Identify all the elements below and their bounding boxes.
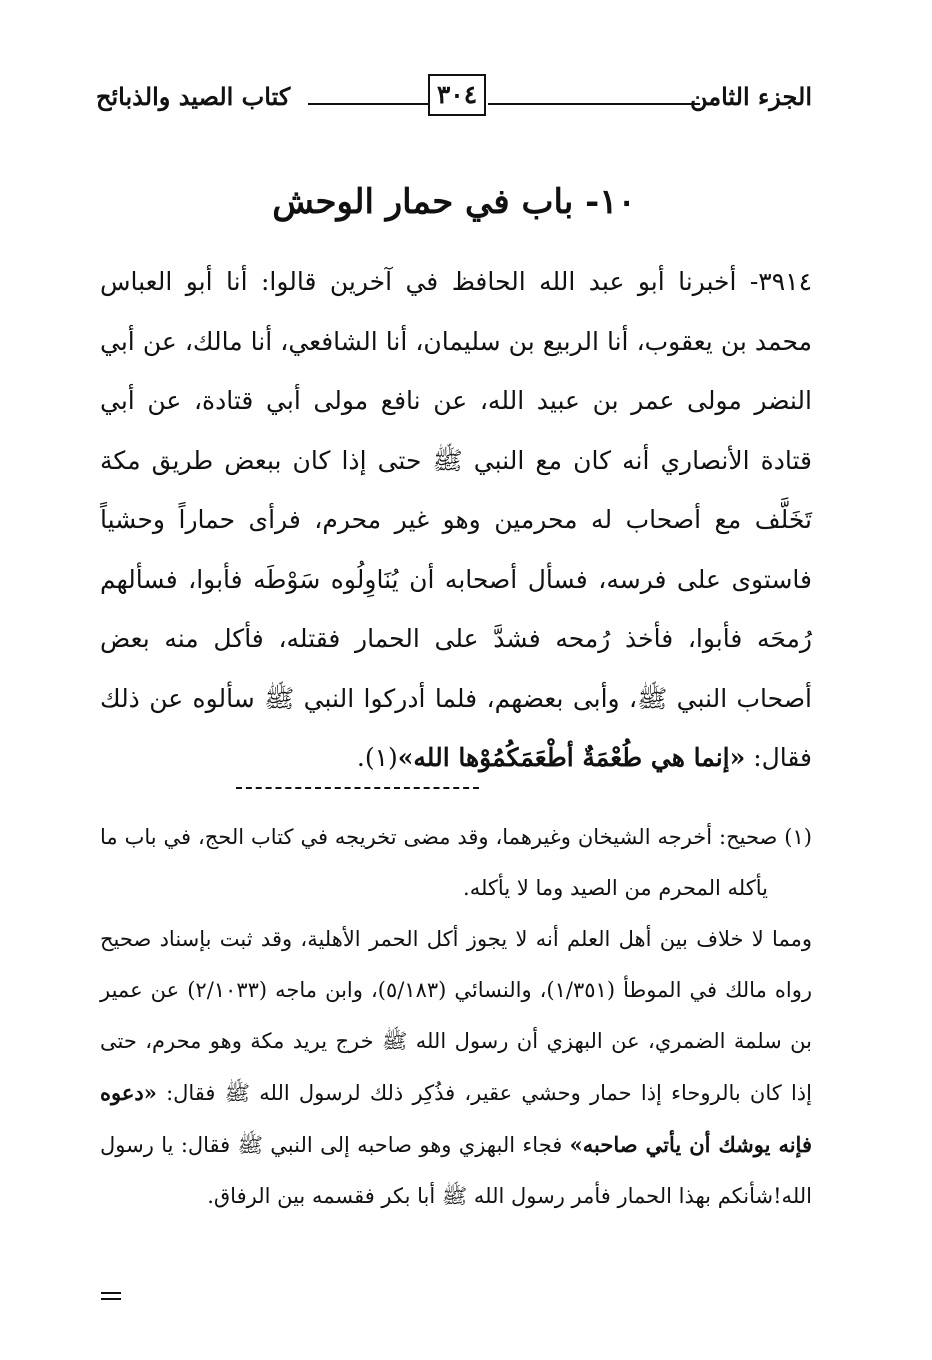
continuation-mark <box>101 1292 121 1302</box>
hadith-end: . <box>356 743 365 772</box>
footnote-separator <box>236 787 479 789</box>
footnote-quote: «دعوه فإنه يوشك أن يأتي صاحبه» <box>100 1080 812 1157</box>
hadith-quote: «إنما هي طُعْمَةٌ أطْعَمَكُمُوْها الله» <box>397 743 746 772</box>
header-book-title: كتاب الصيد والذبائح <box>96 82 291 111</box>
footnotes <box>100 812 812 1222</box>
hadith-paragraph <box>100 252 812 788</box>
footnote-ref: (١) <box>364 743 398 772</box>
footnote-paragraph <box>100 914 812 1222</box>
page-number: ٣٠٤ <box>428 74 486 116</box>
page-header <box>96 70 812 120</box>
header-rule-right <box>488 103 700 105</box>
hadith-text: ٣٩١٤- أخبرنا أبو عبد الله الحافظ في آخرين قالوا: أنا أبو العباس محمد بن يعقوب، أنا الربيع بن سليمان، أنا الشافعي، أنا مالك، عن أبي النضر مولى عمر بن عبيد الله، عن نافع مولى أبي قتادة، عن أبي قتادة الأنصاري أنه كان مع النبي ﷺ حتى إذا كان ببعض طريق مكة تَخَلَّف مع أصحاب له محرمين وهو غير محرم، فرأى حماراً وحشياً فاستوى على فرسه، فسأل أصحابه أن يُنَاوِلُوه سَوْطَه فأبوا، فسألهم رُمحَه فأبوا، فأخذ رُمحه فشدَّ على الحمار فقتله، فأكل منه بعض أصحاب النبي ﷺ، وأبى بعضهم، فلما أدركوا النبي ﷺ سألوه عن ذلك فقال: <box>100 267 812 772</box>
footnote-paragraph-text: ومما لا خلاف بين أهل العلم أنه لا يجوز أكل الحمر الأهلية، وقد ثبت بإسناد صحيح رواه مالك في الموطأ (١/٣٥١)، والنسائي (٥/١٨٣)، وابن ماجه (٢/١٠٣٣) عن عمير بن سلمة الضمري، عن البهزي أن رسول الله ﷺ خرج يريد مكة وهو محرم، حتى إذا كان بالروحاء إذا حمار وحشي عقير، فذُكِر ذلك لرسول الله ﷺ فقال: <box>100 927 812 1105</box>
header-rule-left <box>308 103 428 105</box>
footnote-paragraph-end: فجاء البهزي وهو صاحبه إلى النبي ﷺ فقال: يا رسول الله!شأنكم بهذا الحمار فأمر رسول الله ﷺ أبا بكر فقسمه بين الرفاق. <box>100 1133 812 1208</box>
header-part-label: الجزء الثامن <box>689 82 812 111</box>
chapter-title: ١٠- باب في حمار الوحش <box>272 182 636 222</box>
footnote-1: (١) صحيح: أخرجه الشيخان وغيرهما، وقد مضى تخريجه في كتاب الحج، في باب ما يأكله المحرم من الصيد وما لا يأكله. <box>100 825 812 900</box>
